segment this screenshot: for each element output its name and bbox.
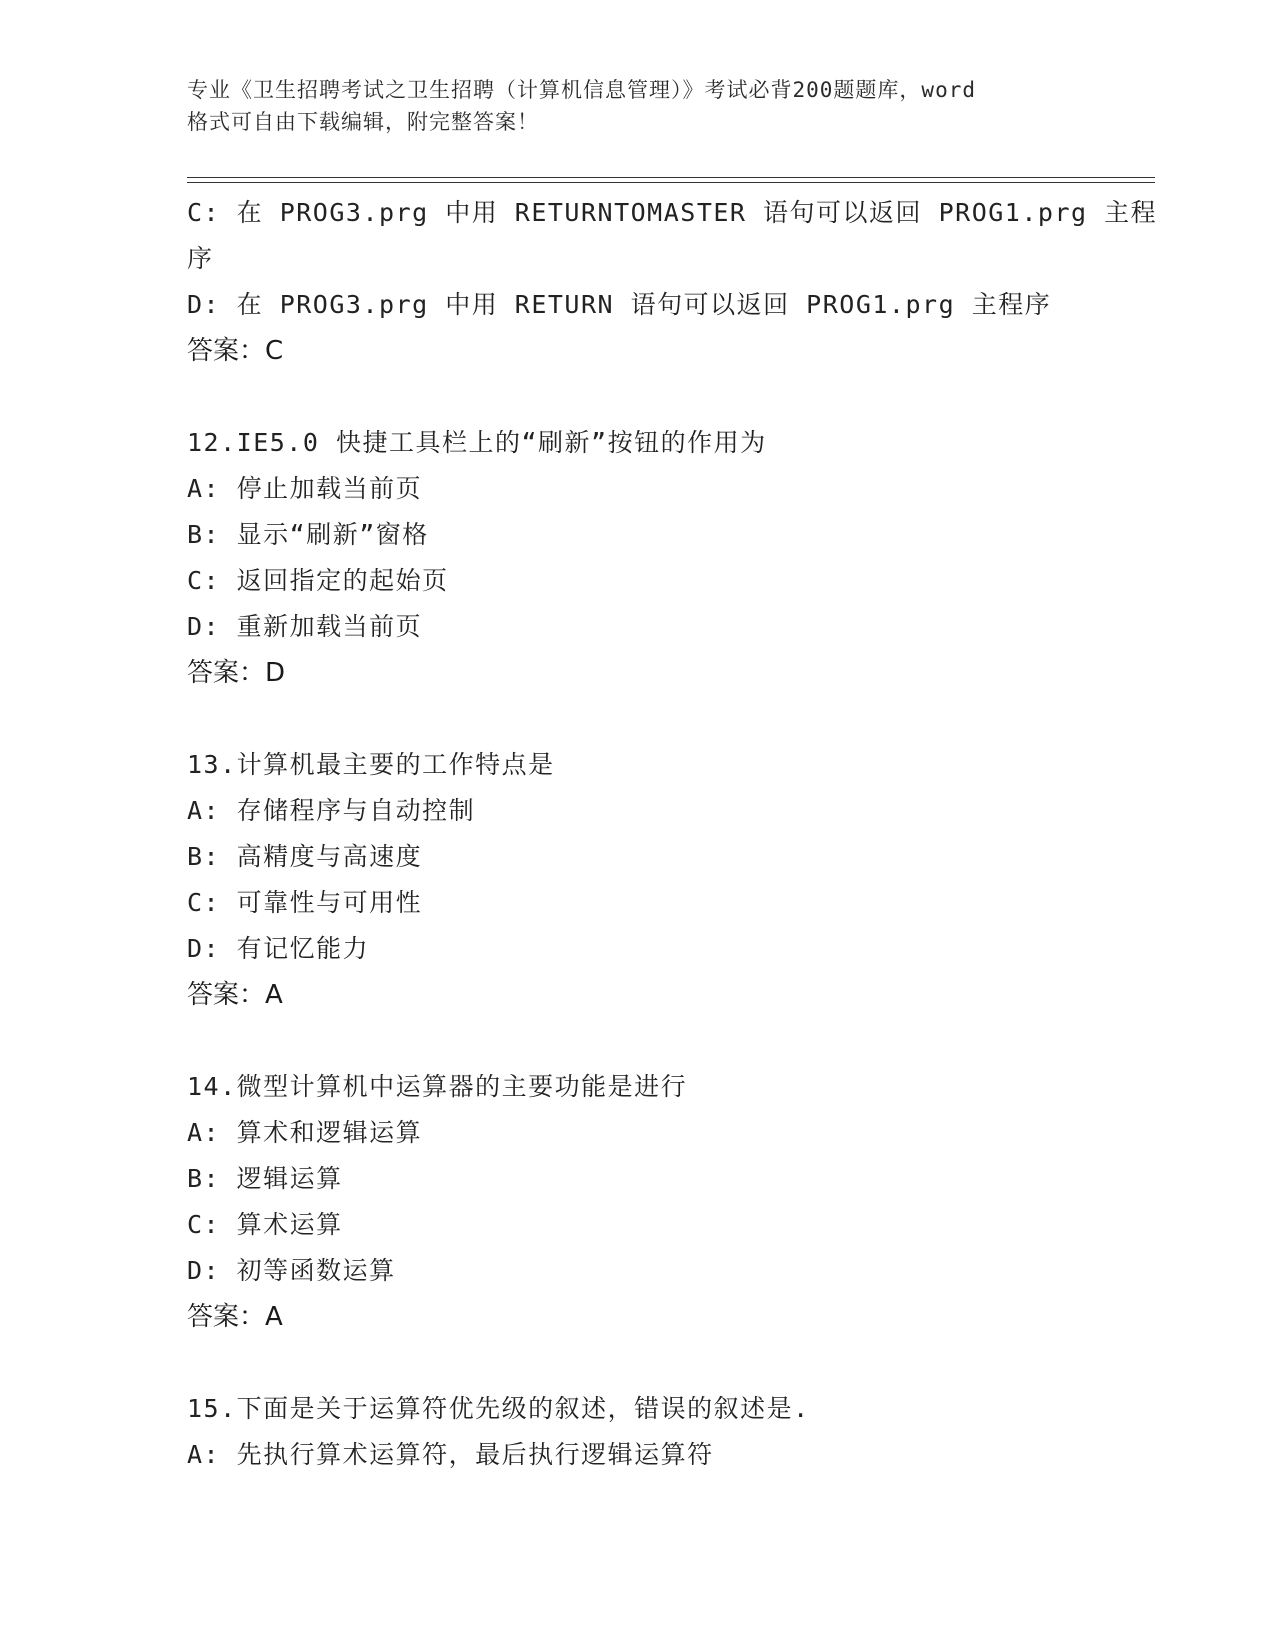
question-stem: 12.IE5.0 快捷工具栏上的“刷新”按钮的作用为	[187, 428, 767, 457]
option-b: B: 显示“刷新”窗格	[187, 520, 429, 549]
answer-label: 答案：C	[187, 336, 284, 366]
question-block-13	[187, 742, 1155, 1018]
answer-label: 答案：D	[187, 658, 286, 688]
question-stem: 15.下面是关于运算符优先级的叙述，错误的叙述是.	[187, 1394, 810, 1423]
option-a: A: 停止加载当前页	[187, 474, 423, 503]
option-c-continued: 序	[187, 244, 214, 273]
question-list	[187, 190, 1158, 1478]
question-block-14	[187, 1064, 1155, 1340]
header-line-2: 格式可自由下载编辑，附完整答案！	[187, 110, 539, 134]
option-c: C: 算术运算	[187, 1210, 343, 1239]
question-block-11	[187, 190, 1158, 374]
option-c: C: 返回指定的起始页	[187, 566, 449, 595]
document-header	[187, 74, 1087, 138]
option-d: D: 初等函数运算	[187, 1256, 396, 1285]
header-line-1: 专业《卫生招聘考试之卫生招聘（计算机信息管理）》考试必背200题题库，word	[187, 78, 976, 102]
question-block-12	[187, 420, 1155, 696]
question-stem: 14.微型计算机中运算器的主要功能是进行	[187, 1072, 688, 1101]
option-a: A: 算术和逻辑运算	[187, 1118, 423, 1147]
header-divider-bottom	[187, 182, 1155, 183]
header-divider-top	[187, 177, 1155, 178]
question-stem: 13.计算机最主要的工作特点是	[187, 750, 555, 779]
option-b: B: 逻辑运算	[187, 1164, 343, 1193]
option-d: D: 重新加载当前页	[187, 612, 423, 641]
option-d: D: 在 PROG3.prg 中用 RETURN 语句可以返回 PROG1.prg 主程序	[187, 290, 1052, 319]
option-c: C: 可靠性与可用性	[187, 888, 423, 917]
answer-label: 答案：A	[187, 1302, 283, 1332]
option-b: B: 高精度与高速度	[187, 842, 423, 871]
option-a: A: 存储程序与自动控制	[187, 796, 476, 825]
option-c: C: 在 PROG3.prg 中用 RETURNTOMASTER 语句可以返回 PROG1.prg 主程	[187, 198, 1158, 227]
question-block-15	[187, 1386, 1155, 1478]
answer-label: 答案：A	[187, 980, 283, 1010]
option-d: D: 有记忆能力	[187, 934, 370, 963]
option-a: A: 先执行算术运算符，最后执行逻辑运算符	[187, 1440, 714, 1469]
